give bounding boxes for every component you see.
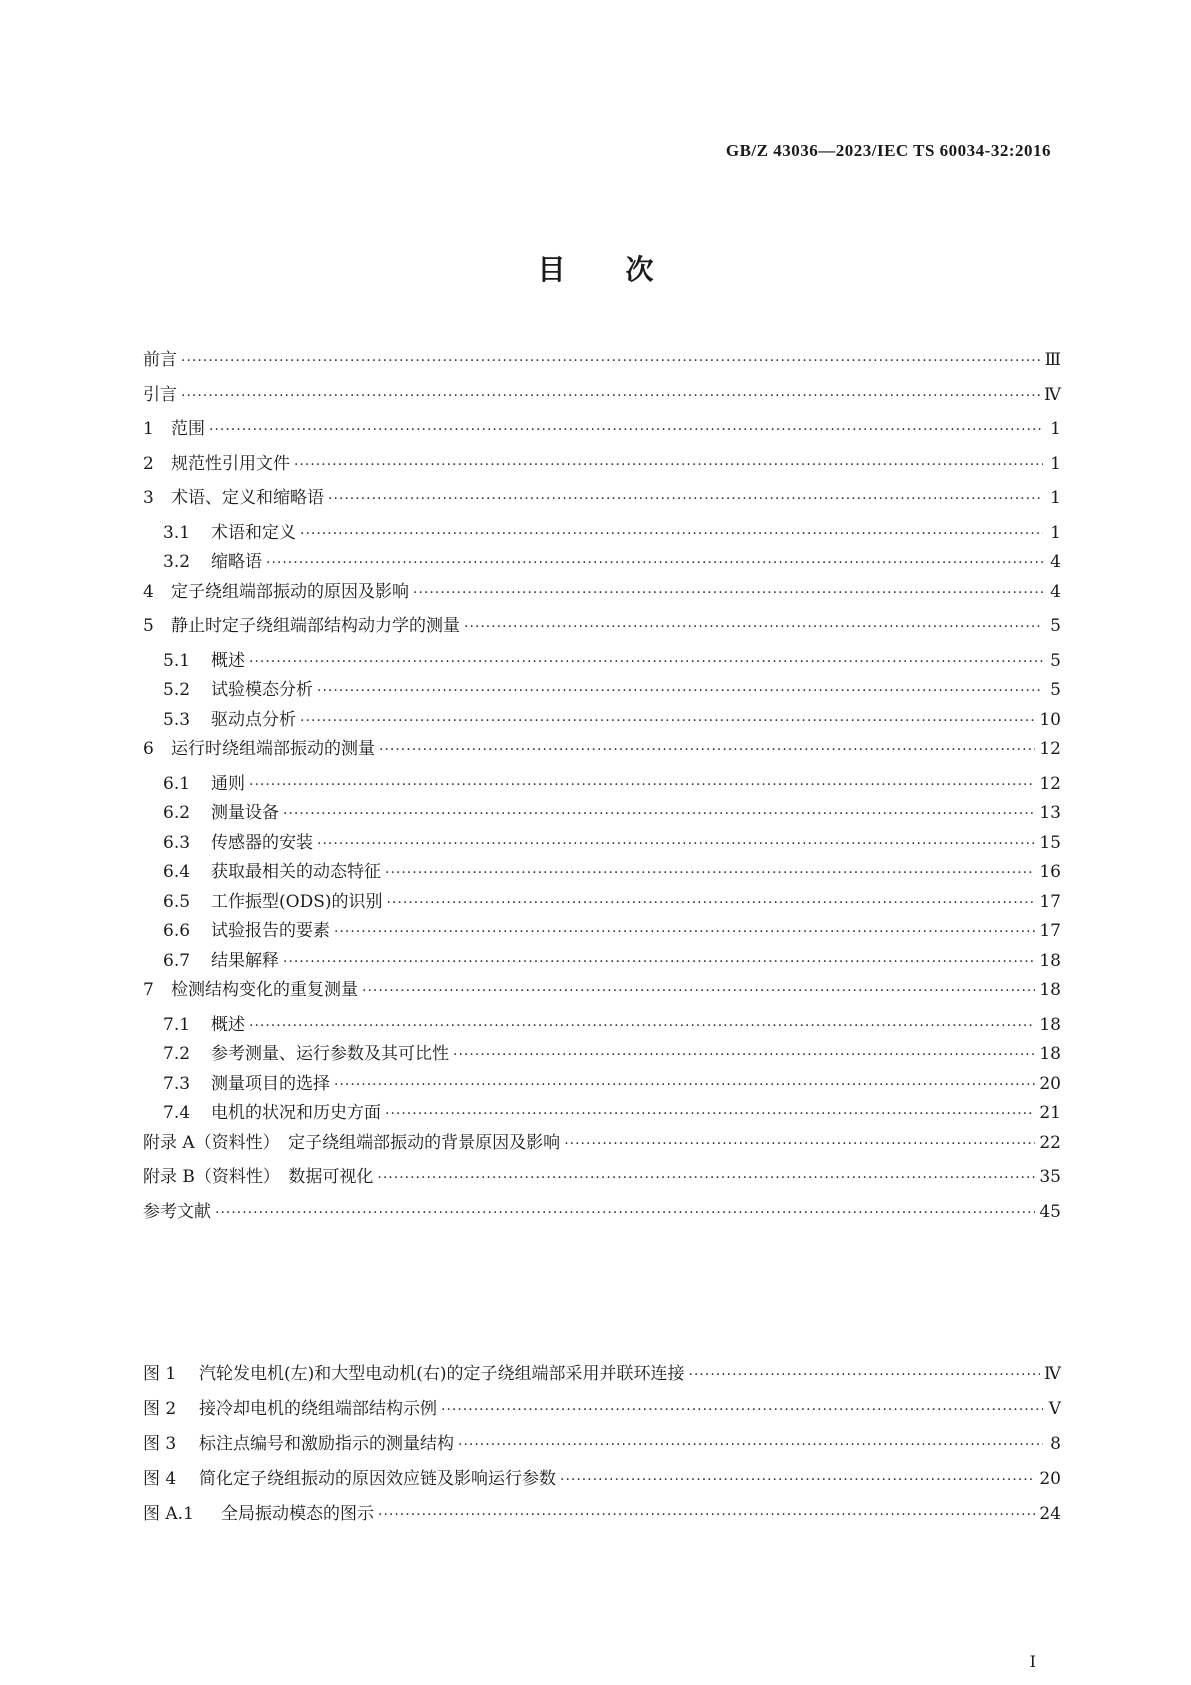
dot-leader xyxy=(181,353,1041,370)
toc-entry[interactable] xyxy=(143,774,1061,804)
entry-title: 传感器的安装 xyxy=(211,832,313,853)
entry-page: 20 xyxy=(1039,1073,1061,1094)
entry-title: 标注点编号和激励指示的测量结构 xyxy=(199,1434,454,1454)
entry-number: 5 xyxy=(143,616,154,636)
entry-title: 试验模态分析 xyxy=(211,680,313,700)
toc-entry[interactable] xyxy=(143,1074,1061,1104)
entry-page: 10 xyxy=(1039,709,1061,730)
dot-leader xyxy=(334,1077,1035,1094)
entry-number: 6.4 xyxy=(163,862,191,882)
entry-number: 图 1 xyxy=(143,1364,177,1384)
toc-entry[interactable] xyxy=(143,552,1061,582)
entry-number: 6.3 xyxy=(163,832,191,853)
dot-leader xyxy=(377,1170,1035,1187)
toc-entry[interactable] xyxy=(143,892,1061,922)
entry-title: 术语和定义 xyxy=(211,522,296,543)
entry-number: 7.2 xyxy=(163,1044,191,1064)
entry-title: 测量项目的选择 xyxy=(211,1073,330,1094)
dot-leader xyxy=(209,422,1043,439)
entry-title: 参考文献 xyxy=(143,1201,211,1222)
entry-title: 通则 xyxy=(211,773,245,794)
dot-leader xyxy=(362,983,1035,1000)
entry-page: 8 xyxy=(1050,1434,1061,1454)
entry-title: 概述 xyxy=(211,650,245,671)
dot-leader xyxy=(413,585,1043,602)
entry-number: 图 4 xyxy=(143,1469,177,1489)
dot-leader xyxy=(249,777,1035,794)
toc-entry[interactable] xyxy=(143,488,1061,523)
entry-page: 12 xyxy=(1039,773,1061,794)
table-of-contents xyxy=(143,350,1061,1236)
toc-entry[interactable] xyxy=(143,803,1061,833)
entry-page: Ⅳ xyxy=(1044,1364,1061,1384)
toc-entry[interactable] xyxy=(143,1103,1061,1133)
dot-leader xyxy=(385,1106,1035,1123)
entry-page: 15 xyxy=(1039,832,1061,853)
entry-number: 7.1 xyxy=(163,1014,191,1035)
entry-number: 6.5 xyxy=(163,891,191,912)
dot-leader xyxy=(379,742,1035,759)
toc-entry[interactable] xyxy=(143,1202,1061,1237)
toc-entry[interactable] xyxy=(143,680,1061,710)
entry-number: 图 3 xyxy=(143,1434,177,1454)
entry-page: 35 xyxy=(1039,1167,1061,1187)
dot-leader xyxy=(283,806,1035,823)
entry-page: 21 xyxy=(1039,1103,1061,1123)
entry-title: 测量设备 xyxy=(211,803,279,823)
entry-number: 4 xyxy=(143,581,154,602)
entry-page: 45 xyxy=(1039,1201,1061,1222)
entry-page: 17 xyxy=(1039,921,1061,941)
entry-number: 图 A.1 xyxy=(143,1504,194,1524)
dot-leader xyxy=(458,1437,1043,1454)
entry-page: Ⅴ xyxy=(1048,1399,1061,1419)
toc-entry[interactable] xyxy=(143,980,1061,1015)
toc-entry[interactable] xyxy=(143,1133,1061,1168)
dot-leader xyxy=(249,1018,1035,1035)
dot-leader xyxy=(464,619,1043,636)
figure-entry[interactable] xyxy=(143,1364,1061,1399)
entry-title: 接冷却电机的绕组端部结构示例 xyxy=(199,1399,437,1419)
entry-title: 试验报告的要素 xyxy=(211,921,330,941)
toc-entry[interactable] xyxy=(143,523,1061,553)
toc-entry[interactable] xyxy=(143,350,1061,385)
toc-entry[interactable] xyxy=(143,651,1061,681)
entry-title: 定子绕组端部振动的原因及影响 xyxy=(171,581,409,602)
entry-title: 附录 A（资料性） 定子绕组端部振动的背景原因及影响 xyxy=(143,1132,561,1153)
entry-page: 18 xyxy=(1039,1014,1061,1035)
toc-entry[interactable] xyxy=(143,710,1061,740)
dot-leader xyxy=(300,526,1043,543)
entry-number: 6.7 xyxy=(163,950,191,971)
entry-title: 简化定子绕组振动的原因效应链及影响运行参数 xyxy=(199,1469,556,1489)
page-title: 目次 xyxy=(537,253,714,286)
toc-entry[interactable] xyxy=(143,582,1061,617)
entry-title: 引言 xyxy=(143,384,177,405)
entry-number: 6.1 xyxy=(163,773,191,794)
entry-page: 12 xyxy=(1039,739,1061,759)
dot-leader xyxy=(689,1367,1040,1384)
entry-number: 3.2 xyxy=(163,552,191,572)
dot-leader xyxy=(453,1047,1035,1064)
entry-number: 7 xyxy=(143,980,154,1000)
entry-number: 7.4 xyxy=(163,1103,191,1123)
dot-leader xyxy=(385,865,1035,882)
entry-title: 附录 B（资料性） 数据可视化 xyxy=(143,1167,374,1187)
toc-entry[interactable] xyxy=(143,951,1061,981)
entry-number: 3 xyxy=(143,488,154,508)
entry-number: 7.3 xyxy=(163,1073,191,1094)
entry-number: 1 xyxy=(143,419,154,439)
dot-leader xyxy=(294,457,1043,474)
entry-page: 20 xyxy=(1039,1469,1061,1489)
entry-page: 18 xyxy=(1039,1044,1061,1064)
entry-title: 规范性引用文件 xyxy=(171,453,290,474)
entry-number: 5.2 xyxy=(163,680,191,700)
entry-page: 5 xyxy=(1050,680,1061,700)
entry-number: 3.1 xyxy=(163,522,191,543)
entry-page: 18 xyxy=(1039,950,1061,971)
figure-entry[interactable] xyxy=(143,1469,1061,1504)
entry-page: 4 xyxy=(1050,581,1061,602)
entry-page: 5 xyxy=(1050,616,1061,636)
toc-entry[interactable] xyxy=(143,1044,1061,1074)
toc-entry[interactable] xyxy=(143,862,1061,892)
entry-number: 6.6 xyxy=(163,921,191,941)
figure-entry[interactable] xyxy=(143,1399,1061,1434)
figure-entry[interactable] xyxy=(143,1504,1061,1539)
dot-leader xyxy=(300,713,1035,730)
entry-number: 5.1 xyxy=(163,650,191,671)
entry-page: 22 xyxy=(1039,1132,1061,1153)
dot-leader xyxy=(317,683,1043,700)
entry-page: 1 xyxy=(1050,488,1061,508)
figure-entry[interactable] xyxy=(143,1434,1061,1469)
entry-page: 1 xyxy=(1050,522,1061,543)
entry-page: 16 xyxy=(1039,862,1061,882)
toc-entry[interactable] xyxy=(143,921,1061,951)
entry-title: 缩略语 xyxy=(211,552,262,572)
entry-title: 范围 xyxy=(171,419,205,439)
toc-entry[interactable] xyxy=(143,616,1061,651)
entry-title: 驱动点分析 xyxy=(211,709,296,730)
toc-entry[interactable] xyxy=(143,1167,1061,1202)
entry-title: 工作振型(ODS)的识别 xyxy=(211,891,383,912)
toc-entry[interactable] xyxy=(143,1015,1061,1045)
dot-leader xyxy=(266,555,1043,572)
entry-title: 参考测量、运行参数及其可比性 xyxy=(211,1044,449,1064)
entry-number: 图 2 xyxy=(143,1399,177,1419)
entry-title: 运行时绕组端部振动的测量 xyxy=(171,739,375,759)
dot-leader xyxy=(328,491,1043,508)
dot-leader xyxy=(560,1472,1035,1489)
entry-title: 电机的状况和历史方面 xyxy=(211,1103,381,1123)
dot-leader xyxy=(386,895,1035,912)
dot-leader xyxy=(215,1205,1035,1222)
entry-number: 5.3 xyxy=(163,709,191,730)
entry-page: Ⅳ xyxy=(1044,384,1061,405)
entry-number: 6 xyxy=(143,739,154,759)
entry-page: Ⅲ xyxy=(1044,350,1061,370)
standard-code: GB/Z 43036—2023/IEC TS 60034-32:2016 xyxy=(725,141,1051,160)
entry-page: 24 xyxy=(1039,1504,1061,1524)
entry-page: 1 xyxy=(1050,419,1061,439)
entry-page: 17 xyxy=(1039,891,1061,912)
dot-leader xyxy=(181,388,1040,405)
toc-entry[interactable] xyxy=(143,454,1061,489)
toc-entry[interactable] xyxy=(143,385,1061,420)
entry-title: 结果解释 xyxy=(211,950,279,971)
dot-leader xyxy=(334,924,1035,941)
list-of-figures xyxy=(143,1364,1061,1539)
entry-title: 概述 xyxy=(211,1014,245,1035)
entry-page: 1 xyxy=(1050,453,1061,474)
toc-entry[interactable] xyxy=(143,833,1061,863)
toc-entry[interactable] xyxy=(143,739,1061,774)
entry-title: 术语、定义和缩略语 xyxy=(171,488,324,508)
entry-number: 6.2 xyxy=(163,803,191,823)
entry-number: 2 xyxy=(143,453,154,474)
dot-leader xyxy=(441,1402,1043,1419)
dot-leader xyxy=(317,836,1035,853)
dot-leader xyxy=(249,654,1043,671)
entry-title: 获取最相关的动态特征 xyxy=(211,862,381,882)
dot-leader xyxy=(378,1507,1035,1524)
page-number: I xyxy=(1029,1652,1036,1671)
entry-page: 13 xyxy=(1039,803,1061,823)
dot-leader xyxy=(283,954,1035,971)
dot-leader xyxy=(564,1136,1035,1153)
entry-page: 5 xyxy=(1050,650,1061,671)
entry-title: 检测结构变化的重复测量 xyxy=(171,980,358,1000)
entry-title: 全局振动模态的图示 xyxy=(221,1504,374,1524)
entry-page: 4 xyxy=(1050,552,1061,572)
entry-title: 静止时定子绕组端部结构动力学的测量 xyxy=(171,616,460,636)
toc-entry[interactable] xyxy=(143,419,1061,454)
entry-title: 汽轮发电机(左)和大型电动机(右)的定子绕组端部采用并联环连接 xyxy=(199,1364,685,1384)
entry-title: 前言 xyxy=(143,350,177,370)
entry-page: 18 xyxy=(1039,980,1061,1000)
